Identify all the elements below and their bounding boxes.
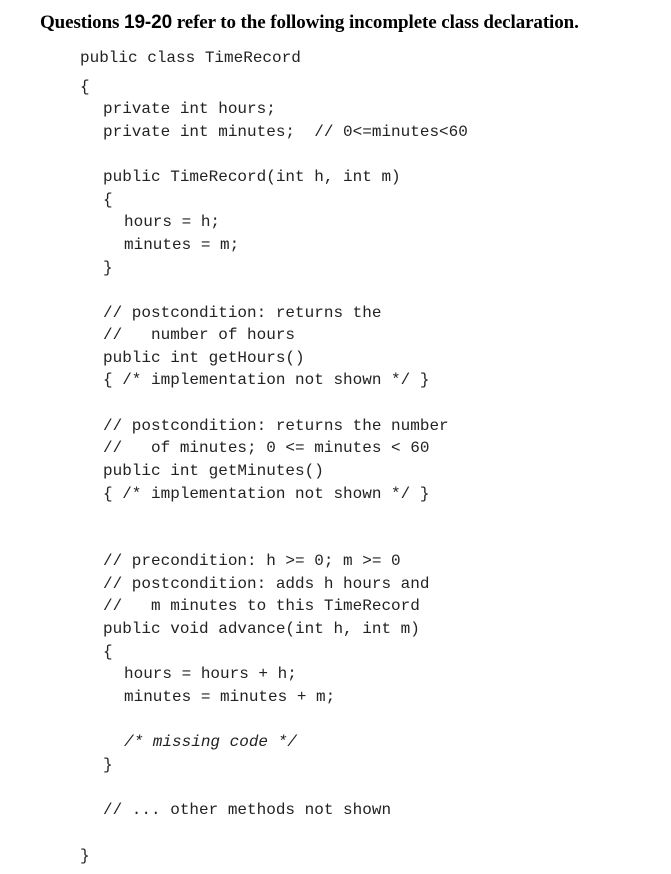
code-line: // m minutes to this TimeRecord [103,597,420,615]
code-line: minutes = m; [124,236,240,254]
code-line: { [80,78,90,96]
code-line: // postcondition: returns the number [103,417,449,435]
code-line: public class TimeRecord [80,49,301,67]
code-line: hours = h; [124,213,221,231]
heading-question-numbers: 19-20 [124,12,173,33]
code-line: private int hours; [103,100,276,118]
code-line: public void advance(int h, int m) [103,620,420,638]
code-line: { [103,191,113,209]
code-line: // number of hours [103,326,296,344]
code-line: // precondition: h >= 0; m >= 0 [103,552,401,570]
code-line: // ... other methods not shown [103,801,392,819]
code-line: { /* implementation not shown */ } [103,485,430,503]
code-line: private int minutes; // 0<=minutes<60 [103,123,468,141]
code-line: hours = hours + h; [124,665,297,683]
code-line: } [80,847,90,865]
code-line: { /* implementation not shown */ } [103,371,430,389]
code-line: } [103,259,113,277]
code-line: public int getMinutes() [103,462,324,480]
code-line: // postcondition: adds h hours and [103,575,430,593]
code-line: public int getHours() [103,349,305,367]
code-line: public TimeRecord(int h, int m) [103,168,401,186]
code-line: // of minutes; 0 <= minutes < 60 [103,439,430,457]
code-line: } [103,756,113,774]
code-line: /* missing code */ [124,733,297,751]
heading-prefix: Questions [40,12,124,33]
code-line: minutes = minutes + m; [124,688,336,706]
heading-suffix: refer to the following incomplete class declaration. [172,12,579,33]
code-line: { [103,643,113,661]
code-line: // postcondition: returns the [103,304,382,322]
